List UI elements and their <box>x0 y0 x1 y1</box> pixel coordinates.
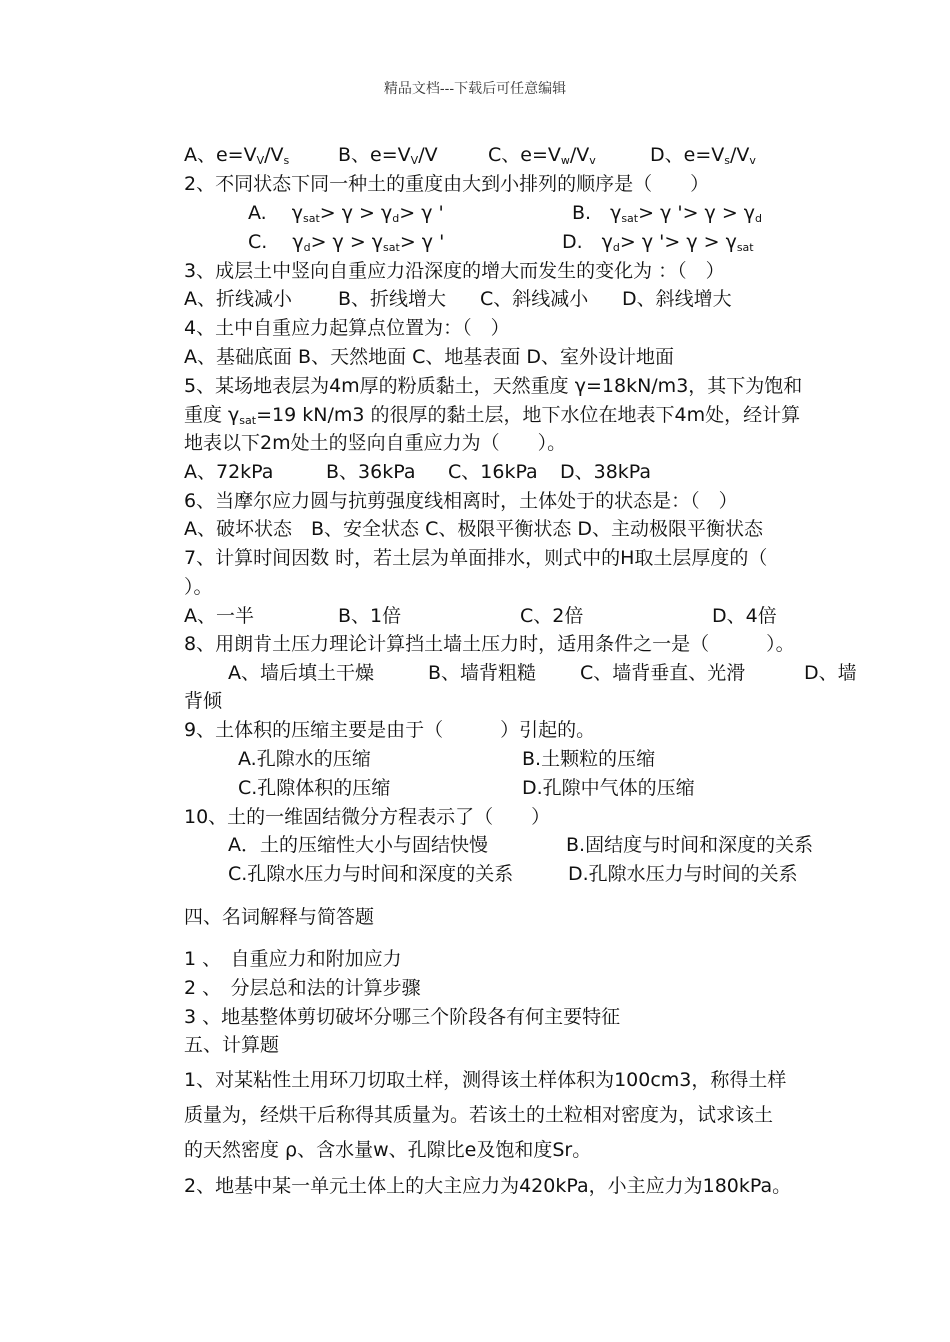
q6-answers: A、破坏状态 B、安全状态 C、极限平衡状态 D、主动极限平衡状态 <box>184 518 764 540</box>
q7-line-2: ）。 <box>184 576 213 598</box>
q2-options-row1 <box>184 200 784 226</box>
q8-option-a: A、墙后填土干燥 <box>228 662 374 684</box>
q10-options-row2 <box>184 861 864 887</box>
section5-p1-line-1: 1、对某粘性土用环刀切取土样，测得该土样体积为100cm3，称得土样 <box>184 1069 787 1091</box>
q1-option-a: A、$e=V_V/V_s$ <box>184 144 290 167</box>
q10-option-a: A．土的压缩性大小与固结快慢 <box>228 834 488 856</box>
q1-option-c: C、$e=V_w/V_v$ <box>488 144 596 167</box>
q10-stem: 10、土的一维固结微分方程表示了（ ） <box>184 806 551 828</box>
page-header: 精品文档---下载后可任意编辑 <box>383 81 567 97</box>
section4-title: 四、名词解释与简答题 <box>184 906 375 928</box>
q3-options <box>184 286 784 312</box>
q9-stem: 9、土体积的压缩主要是由于（ ）引起的。 <box>184 719 596 741</box>
q8-option-b: B、墙背粗糙 <box>428 662 537 684</box>
q2-stem: 2、不同状态下同一种土的重度由大到小排列的顺序是（ ） <box>184 173 710 195</box>
q5-option-d: D、38kPa <box>560 461 652 483</box>
q2-option-a: A. $\gamma_{sat}> \gamma > \gamma_d> \gamma$ ' <box>248 202 444 225</box>
q8-stem: 8、用朗肯土压力理论计算挡土墙土压力时，适用条件之一是（ ）。 <box>184 633 795 655</box>
q10-option-b: B.固结度与时间和深度的关系 <box>566 834 814 856</box>
q8-wrap: 背倾 <box>184 690 223 712</box>
q5-line-1: 5、某场地表层为4m厚的粉质黏土，天然重度 γ=18kN/m3，其下为饱和 <box>184 375 803 397</box>
q4-answers: A、基础底面 B、天然地面 C、地基表面 D、室外设计地面 <box>184 346 675 368</box>
section5-title: 五、计算题 <box>184 1034 280 1056</box>
section5-p2: 2、地基中某一单元土体上的大主应力为420kPa，小主应力为180kPa。 <box>184 1175 792 1197</box>
q1-option-d: D、$e=V_s/V_v$ <box>650 144 756 167</box>
q9-options-row1 <box>184 746 784 772</box>
q2-option-b: B. $\gamma_{sat}> \gamma$ '> $\gamma > \gamma_d$ <box>572 202 763 225</box>
q10-options-row1 <box>184 832 864 858</box>
q5-option-c: C、16kPa <box>448 461 538 483</box>
q2-option-c: C. $\gamma_d> \gamma > \gamma_{sat}> \gamma$ ' <box>248 231 445 254</box>
q3-option-a: A、折线减小 <box>184 288 292 310</box>
q10-option-c: C.孔隙水压力与时间和深度的关系 <box>228 863 514 885</box>
q3-stem: 3、成层土中竖向自重应力沿深度的增大而发生的变化为 ：（ ） <box>184 260 725 282</box>
q1-option-b: B、$e=V_V/V$ <box>338 144 438 167</box>
q7-option-b: B、1倍 <box>338 605 402 627</box>
q5-option-b: B、36kPa <box>326 461 416 483</box>
q5-options <box>184 459 784 485</box>
q7-option-a: A、一半 <box>184 605 254 627</box>
section5-p1-line-2: 质量为，经烘干后称得其质量为。若该土的土粒相对密度为，试求该土 <box>184 1104 774 1126</box>
q3-option-b: B、折线增大 <box>338 288 447 310</box>
q10-option-d: D.孔隙水压力与时间的关系 <box>568 863 798 885</box>
q3-option-c: C、斜线减小 <box>480 288 589 310</box>
q6-stem: 6、当摩尔应力圆与抗剪强度线相离时，土体处于的状态是：（ ） <box>184 490 738 512</box>
section4-item-2: 2 、 分层总和法的计算步骤 <box>184 977 421 999</box>
q2-options-row2 <box>184 229 784 255</box>
q3-option-d: D、斜线增大 <box>622 288 732 310</box>
section5-p1-line-3: 的天然密度 ρ、含水量w、孔隙比e及饱和度Sr。 <box>184 1139 592 1161</box>
q5-line-2: 重度 $\gamma_{sat}=19$ kN/m3 的很厚的黏土层，地下水位在地表下4m处，经计算 <box>184 404 801 427</box>
q8-option-c: C、墙背垂直、光滑 <box>580 662 746 684</box>
q8-options <box>184 660 874 686</box>
q5-option-a: A、72kPa <box>184 461 274 483</box>
q1-options <box>184 142 864 168</box>
q7-options <box>184 603 834 629</box>
q9-option-b: B.土颗粒的压缩 <box>522 748 656 770</box>
q9-options-row2 <box>184 775 784 801</box>
q7-option-d: D、4倍 <box>712 605 777 627</box>
section4-item-1: 1 、 自重应力和附加应力 <box>184 948 402 970</box>
q4-stem: 4、土中自重应力起算点位置为：（ ） <box>184 317 510 339</box>
section4-item-3: 3 、地基整体剪切破坏分哪三个阶段各有何主要特征 <box>184 1006 621 1028</box>
q9-option-c: C.孔隙体积的压缩 <box>238 777 391 799</box>
q5-line-3: 地表以下2m处土的竖向自重应力为（ ）。 <box>184 432 567 454</box>
q7-line-1: 7、计算时间因数 时，若土层为单面排水，则式中的H取土层厚度的（ <box>184 547 768 569</box>
q7-option-c: C、2倍 <box>520 605 584 627</box>
q8-option-d: D、墙 <box>804 662 857 684</box>
q2-option-d: D. $\gamma_d> \gamma$ '> $\gamma > \gamma_{sat}$ <box>562 231 754 254</box>
q9-option-a: A.孔隙水的压缩 <box>238 748 371 770</box>
q9-option-d: D.孔隙中气体的压缩 <box>522 777 695 799</box>
